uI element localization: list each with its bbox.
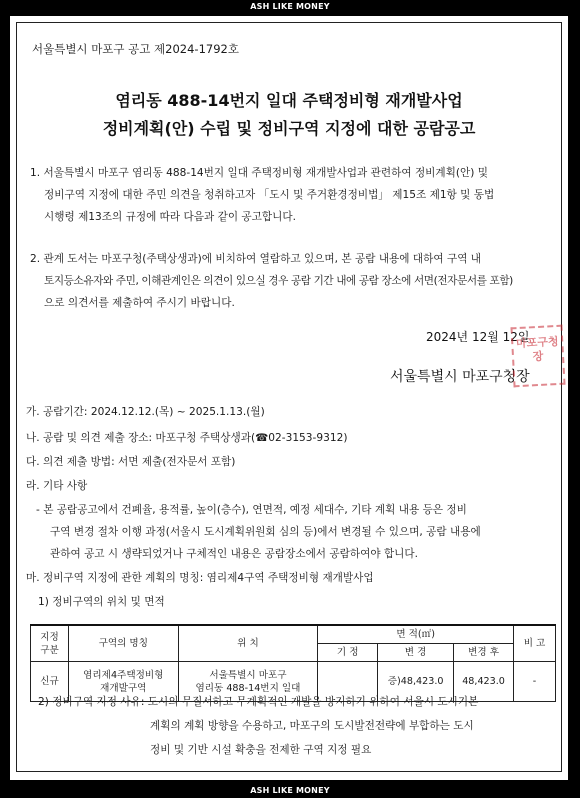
table-header-existing: 기 정	[318, 644, 378, 662]
cell-after: 48,423.0	[454, 662, 514, 702]
table-header-change: 변 경	[378, 644, 454, 662]
header-type-line-2: 구분	[40, 644, 59, 656]
cell-type: 신규	[31, 662, 69, 702]
watermark-bottom: ASH LIKE MONEY	[0, 784, 580, 798]
paragraph-1-line-1: 1. 서울특별시 마포구 염리동 488-14번지 일대 주택정비형 재개발사업과 관련하여 정비계획(안) 및	[30, 167, 488, 179]
item-ma-sub-1: 1) 정비구역의 위치 및 면적	[38, 596, 165, 608]
cell-location-line-1: 서울특별시 마포구	[209, 669, 287, 681]
sub-2-line-3: 정비 및 기반 시설 확충을 전제한 구역 지정 필요	[150, 744, 372, 756]
cell-name-line-1: 염리제4주택정비형	[83, 669, 164, 681]
zone-area-table	[30, 624, 556, 702]
paragraph-2-line-3: 으로 의견서를 제출하여 주시기 바랍니다.	[44, 297, 235, 309]
table-header-location: 위 치	[178, 625, 318, 662]
table-header-after: 변경 후	[454, 644, 514, 662]
table-header-row-1	[31, 625, 556, 644]
signature: 서울특별시 마포구청장	[390, 369, 530, 385]
paragraph-1-line-3: 시행령 제13조의 규정에 따라 다음과 같이 공고합니다.	[44, 211, 296, 223]
item-ra-other: 라. 기타 사항	[26, 480, 88, 492]
table-header-area: 면 적(㎡)	[318, 625, 514, 644]
item-da-method: 다. 의견 제출 방법: 서면 제출(전자문서 포함)	[26, 456, 236, 468]
item-ra-line-3: 관하여 공고 시 생략되었거나 구체적인 내용은 공람장소에서 공람하여야 합니다.	[50, 548, 419, 560]
notice-date: 2024년 12월 12일	[426, 330, 530, 344]
item-ra-line-2: 구역 변경 절차 이행 과정(서울시 도시계획위원회 심의 등)에서 변경될 수 있으며, 공람 내용에	[50, 526, 481, 538]
table-header-note: 비 고	[514, 625, 556, 662]
table-header-type	[31, 625, 69, 662]
item-na-location: 나. 공람 및 의견 제출 장소: 마포구청 주택상생과(☎02-3153-9312)	[26, 432, 348, 444]
notice-document	[10, 16, 568, 780]
title-line-2: 정비계획(안) 수립 및 정비구역 지정에 대한 공람공고	[102, 119, 476, 138]
paragraph-2-line-2: 토지등소유자와 주민, 이해관계인은 의견이 있으실 경우 공람 기간 내에 공람 장소에 서면(전자문서를 포함)	[44, 275, 513, 287]
cell-location-line-2: 염리동 488-14번지 일대	[195, 682, 301, 694]
item-ga-period: 가. 공람기간: 2024.12.12.(목) ~ 2025.1.13.(월)	[26, 406, 265, 418]
official-seal-stamp: 마포구청장	[510, 325, 565, 388]
cell-note: -	[514, 662, 556, 702]
paragraph-2-line-1: 2. 관계 도서는 마포구청(주택상생과)에 비치하여 열람하고 있으며, 본 공람 내용에 대하여 구역 내	[30, 253, 482, 265]
notice-number: 서울특별시 마포구 공고 제2024-1792호	[32, 42, 239, 56]
sub-2-line-2: 계획의 계획 방향을 수용하고, 마포구의 도시발전전략에 부합하는 도시	[150, 720, 474, 732]
paragraph-1-line-2: 정비구역 지정에 대한 주민 의견을 청취하고자 「도시 및 주거환경정비법」 제15조 제1항 및 동법	[44, 189, 495, 201]
sub-2-line-1: 2) 정비구역 지정 사유: 도시의 무질서하고 무계획적인 개발을 방지하기 위하여 서울시 도시기본	[38, 696, 479, 708]
title-line-1: 염리동 488-14번지 일대 주택정비형 재개발사업	[115, 91, 463, 110]
cell-name-line-2: 재개발구역	[100, 682, 147, 694]
header-type-line-1: 지정	[40, 631, 59, 643]
table-header-name: 구역의 명칭	[68, 625, 178, 662]
item-ra-line-1: - 본 공람공고에서 건폐율, 용적률, 높이(층수), 연면적, 예정 세대수, 기타 계획 내용 등은 정비	[36, 504, 467, 516]
cell-change: 증)48,423.0	[378, 662, 454, 702]
watermark-top: ASH LIKE MONEY	[0, 0, 580, 14]
item-ma-name: 마. 정비구역 지정에 관한 계획의 명칭: 염리제4구역 주택정비형 재개발사업	[26, 572, 374, 584]
